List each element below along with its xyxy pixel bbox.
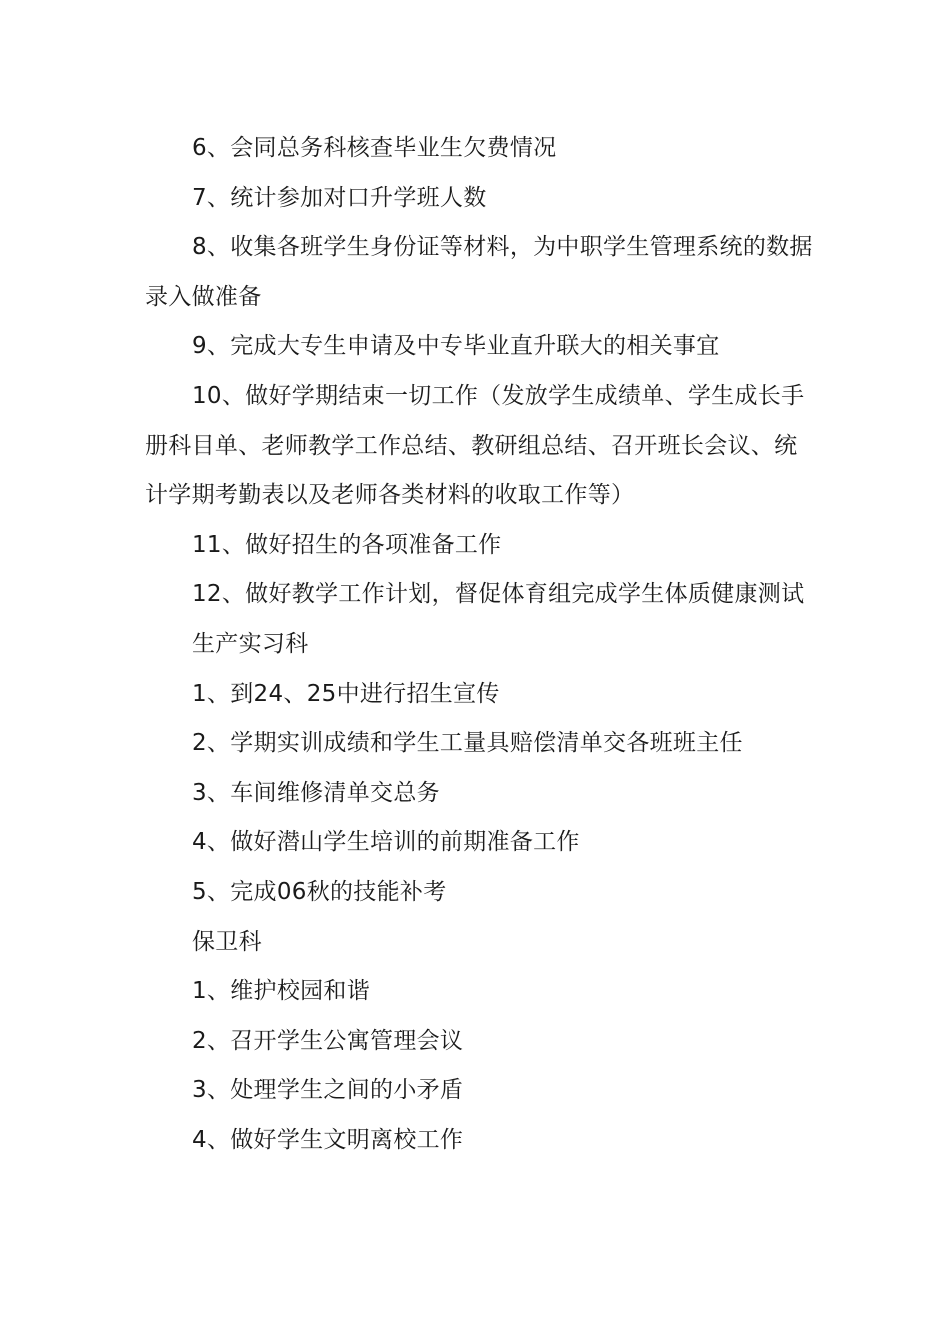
document-body [145, 124, 815, 1165]
paragraph: 1、维护校园和谐 [192, 978, 371, 1005]
paragraph: 1、到24、25中进行招生宣传 [192, 680, 500, 707]
paragraph: 3、车间维修清单交总务 [192, 779, 440, 806]
paragraph: 10、做好学期结束一切工作（发放学生成绩单、学生成长手册科目单、老师教学工作总结、教研组总结、召开班长会议、统计学期考勤表以及老师各类材料的收取工作等） [145, 382, 805, 509]
paragraph: 8、收集各班学生身份证等材料，为中职学生管理系统的数据录入做准备 [145, 234, 813, 310]
section-heading: 保卫科 [192, 928, 262, 955]
paragraph: 9、完成大专生申请及中专毕业直升联大的相关事宜 [192, 333, 720, 360]
paragraph: 6、会同总务科核查毕业生欠费情况 [192, 135, 557, 161]
paragraph: 2、召开学生公寓管理会议 [192, 1027, 464, 1054]
paragraph: 3、处理学生之间的小矛盾 [192, 1077, 464, 1104]
paragraph: 4、做好学生文明离校工作 [192, 1126, 464, 1153]
paragraph: 7、统计参加对口升学班人数 [192, 184, 487, 211]
paragraph: 11、做好招生的各项准备工作 [192, 531, 502, 558]
section-heading: 生产实习科 [192, 630, 309, 657]
paragraph: 2、学期实训成绩和学生工量具赔偿清单交各班班主任 [192, 730, 743, 757]
paragraph: 5、完成06秋的技能补考 [192, 878, 447, 905]
paragraph: 4、做好潜山学生培训的前期准备工作 [192, 829, 580, 856]
paragraph: 12、做好教学工作计划，督促体育组完成学生体质健康测试 [192, 581, 805, 608]
